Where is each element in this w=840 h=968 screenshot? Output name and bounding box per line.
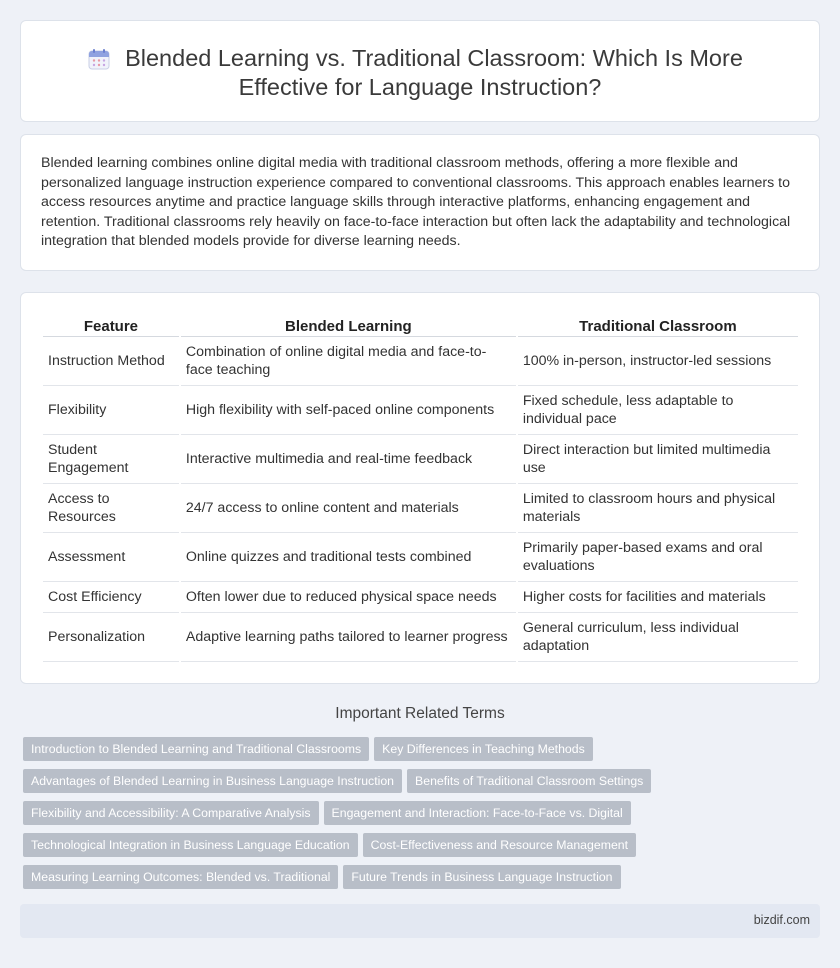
table-cell: Often lower due to reduced physical space needs <box>181 582 516 613</box>
table-row <box>43 582 798 613</box>
table-cell: Interactive multimedia and real-time feedback <box>181 435 516 484</box>
table-cell: Flexibility <box>43 386 179 435</box>
table-row <box>43 337 798 386</box>
column-header-blended: Blended Learning <box>181 316 516 337</box>
title-card <box>20 20 820 122</box>
table-cell: Cost Efficiency <box>43 582 179 613</box>
table-cell: Higher costs for facilities and materials <box>518 582 798 613</box>
table-cell: Fixed schedule, less adaptable to individual pace <box>518 386 798 435</box>
table-cell: Assessment <box>43 533 179 582</box>
related-terms-list <box>23 737 823 897</box>
table-cell: Direct interaction but limited multimedia use <box>518 435 798 484</box>
related-term-tag[interactable]: Measuring Learning Outcomes: Blended vs. Traditional <box>23 865 338 889</box>
related-term-tag[interactable]: Future Trends in Business Language Instruction <box>343 865 620 889</box>
table-cell: Online quizzes and traditional tests combined <box>181 533 516 582</box>
table-row <box>43 386 798 435</box>
intro-card <box>20 134 820 271</box>
intro-paragraph: Blended learning combines online digital media with traditional classroom methods, offering a more flexible and personalized language instruction experience compared to conventional classrooms. This approach enables learners to access resources anytime and practice language skills through interactive platforms, enhancing engagement and retention. Traditional classrooms rely heavily on face-to-face interaction but often lack the adaptability and technological integration that blended models provide for diverse learning needs. <box>41 155 791 250</box>
related-term-tag[interactable]: Engagement and Interaction: Face-to-Face vs. Digital <box>324 801 631 825</box>
column-header-traditional: Traditional Classroom <box>518 316 798 337</box>
title-line-1: Blended Learning vs. Traditional Classroom: Which Is More <box>125 45 743 71</box>
table-cell: Personalization <box>43 613 179 662</box>
table-cell: Adaptive learning paths tailored to learner progress <box>181 613 516 662</box>
footer <box>20 904 820 938</box>
page-title <box>21 44 819 102</box>
column-header-feature: Feature <box>43 316 179 337</box>
related-term-tag[interactable]: Cost-Effectiveness and Resource Management <box>363 833 636 857</box>
footer-site-link[interactable]: bizdif.com <box>753 913 810 927</box>
related-term-tag[interactable]: Introduction to Blended Learning and Traditional Classrooms <box>23 737 369 761</box>
table-row <box>43 484 798 533</box>
table-header-row <box>43 316 798 337</box>
related-terms-heading: Important Related Terms <box>335 705 505 722</box>
table-cell: 100% in-person, instructor-led sessions <box>518 337 798 386</box>
related-term-tag[interactable]: Advantages of Blended Learning in Business Language Instruction <box>23 769 402 793</box>
table-row <box>43 435 798 484</box>
related-term-tag[interactable]: Benefits of Traditional Classroom Settings <box>407 769 651 793</box>
comparison-card <box>20 292 820 684</box>
table-cell: Primarily paper-based exams and oral evaluations <box>518 533 798 582</box>
table-cell: Student Engagement <box>43 435 179 484</box>
table-cell: 24/7 access to online content and materials <box>181 484 516 533</box>
table-cell: Limited to classroom hours and physical materials <box>518 484 798 533</box>
table-cell: Instruction Method <box>43 337 179 386</box>
table-cell: General curriculum, less individual adaptation <box>518 613 798 662</box>
comparison-table <box>41 316 800 662</box>
related-term-tag[interactable]: Key Differences in Teaching Methods <box>374 737 593 761</box>
table-cell: Combination of online digital media and face-to-face teaching <box>181 337 516 386</box>
table-row <box>43 613 798 662</box>
table-row <box>43 533 798 582</box>
table-cell: High flexibility with self-paced online components <box>181 386 516 435</box>
table-cell: Access to Resources <box>43 484 179 533</box>
related-term-tag[interactable]: Flexibility and Accessibility: A Comparative Analysis <box>23 801 319 825</box>
related-term-tag[interactable]: Technological Integration in Business Language Education <box>23 833 358 857</box>
title-line-2: Effective for Language Instruction? <box>238 74 602 100</box>
